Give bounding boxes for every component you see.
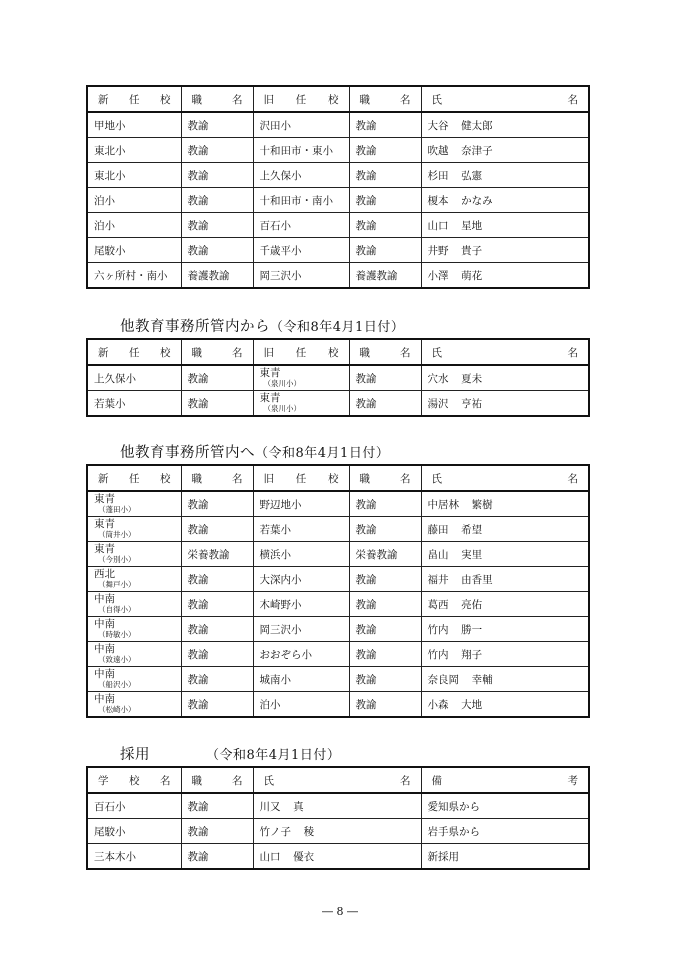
header-name: 氏 名 [421, 86, 589, 112]
table-row: 泊小 教諭 十和田市・南小 教諭 榎本 かなみ [87, 188, 589, 213]
table-row: 中南 （松崎小） 教諭 泊小 教諭 小森 大地 [87, 692, 589, 718]
section-title-from-other-office: 他教育事務所管内から（令和8年4月1日付） [120, 319, 405, 335]
header-name: 氏 名 [253, 767, 421, 793]
table-header-row [87, 767, 589, 793]
table-row: 百石小 教諭 川又 真 愛知県から [87, 793, 589, 819]
hiring-table [86, 766, 590, 870]
table-row: 中南 （致遠小） 教諭 おおぞら小 教諭 竹内 翔子 [87, 642, 589, 667]
header-school: 学 校 名 [87, 767, 181, 793]
table-row: 泊小 教諭 百石小 教諭 山口 星地 [87, 213, 589, 238]
table-row: 中南 （時敏小） 教諭 岡三沢小 教諭 竹内 勝一 [87, 617, 589, 642]
transfer-table-1 [86, 85, 590, 289]
header-name: 氏 名 [421, 339, 589, 365]
header-old-position: 職 名 [349, 465, 421, 491]
table-row: 東青 （筒井小） 教諭 若葉小 教諭 藤田 希望 [87, 517, 589, 542]
header-old-position: 職 名 [349, 339, 421, 365]
header-old-school: 旧 任 校 [253, 86, 349, 112]
header-old-school: 旧 任 校 [253, 465, 349, 491]
table-row: 若葉小 教諭 東青 （泉川小） 教諭 湯沢 亨祐 [87, 391, 589, 417]
table-row: 尾駮小 教諭 千歳平小 教諭 井野 貴子 [87, 238, 589, 263]
table-row: 六ヶ所村・南小 養護教諭 岡三沢小 養護教諭 小澤 萌花 [87, 263, 589, 289]
section-title-hiring: 採用 （令和8年4月1日付） [120, 747, 341, 763]
section-title-to-other-office: 他教育事務所管内へ（令和8年4月1日付） [120, 445, 390, 461]
table-row: 東北小 教諭 十和田市・東小 教諭 吹越 奈津子 [87, 138, 589, 163]
table-row: 中南 （船沢小） 教諭 城南小 教諭 奈良岡 幸輔 [87, 667, 589, 692]
header-old-school: 旧 任 校 [253, 339, 349, 365]
header-position: 職 名 [181, 86, 253, 112]
header-name: 氏 名 [421, 465, 589, 491]
table-row: 西北 （舞戸小） 教諭 大深内小 教諭 福井 由香里 [87, 567, 589, 592]
header-position: 職 名 [181, 339, 253, 365]
table-row: 東青 （蓬田小） 教諭 野辺地小 教諭 中居林 繁樹 [87, 491, 589, 517]
table-row: 東北小 教諭 上久保小 教諭 杉田 弘憲 [87, 163, 589, 188]
header-remarks: 備 考 [421, 767, 589, 793]
transfer-table-3 [86, 464, 590, 718]
table-header-row [87, 86, 589, 112]
transfer-table-2 [86, 338, 590, 417]
table-row: 尾駮小 教諭 竹ノ子 稜 岩手県から [87, 819, 589, 844]
page-number: ― 8 ― [322, 905, 358, 918]
table-row: 上久保小 教諭 東青 （泉川小） 教諭 穴水 夏未 [87, 365, 589, 391]
header-new-school: 新 任 校 [87, 86, 181, 112]
table-row: 三本木小 教諭 山口 優衣 新採用 [87, 844, 589, 870]
table-row: 東青 （今別小） 栄養教諭 横浜小 栄養教諭 畠山 実里 [87, 542, 589, 567]
table-row: 中南 （自得小） 教諭 木崎野小 教諭 葛西 亮佑 [87, 592, 589, 617]
header-old-position: 職 名 [349, 86, 421, 112]
header-new-school: 新 任 校 [87, 465, 181, 491]
table-header-row [87, 465, 589, 491]
header-new-school: 新 任 校 [87, 339, 181, 365]
table-row: 甲地小 教諭 沢田小 教諭 大谷 健太郎 [87, 112, 589, 138]
header-position: 職 名 [181, 767, 253, 793]
table-header-row [87, 339, 589, 365]
header-position: 職 名 [181, 465, 253, 491]
